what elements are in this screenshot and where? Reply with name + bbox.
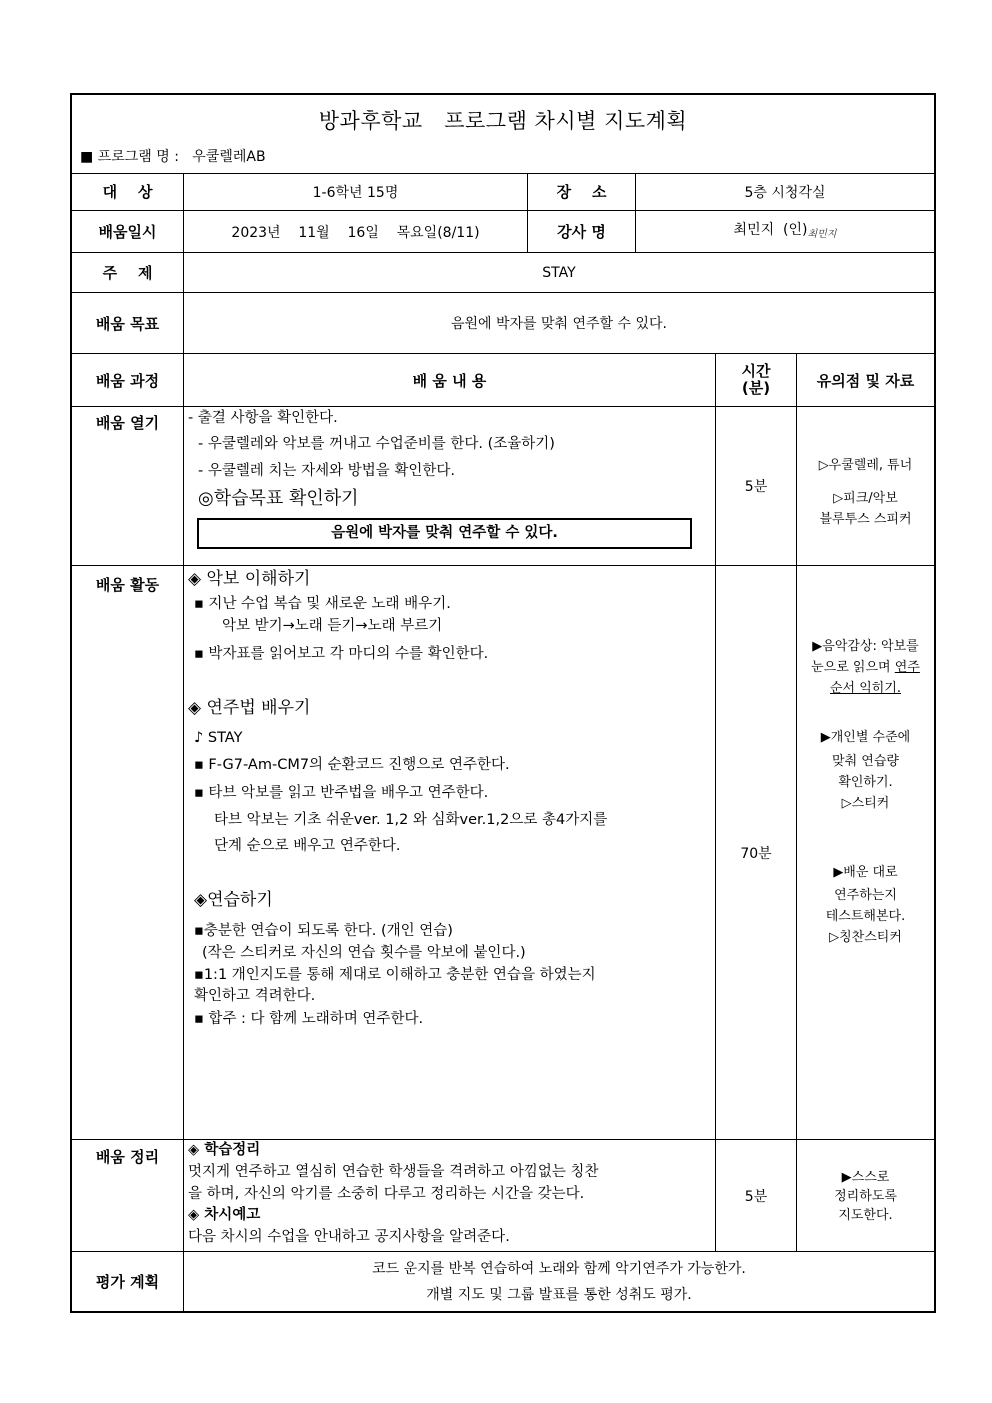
date-value: 2023년 11월 16일 목요일(8/11) [184,211,528,252]
row-topic [72,253,934,293]
activity-s2-line-5: 단계 순으로 배우고 연주한다. [214,838,401,854]
activity-s3-line-4: 확인하고 격려한다. [194,988,316,1004]
teacher-value: 최민지 (인) [733,222,808,238]
row-date [72,211,934,253]
activity-content [184,566,716,1139]
activity-s2-line-2: ▪ F-G7-Am-CM7의 순환코드 진행으로 연주한다. [194,757,510,773]
closing-text-1a: 멋지게 연주하고 열심히 연습한 학생들을 격려하고 아낌없는 칭찬 [188,1164,599,1180]
row-opening [72,407,934,566]
teacher-label: 강사 명 [528,211,636,252]
evaluation-label: 평가 계획 [72,1252,184,1311]
topic-label: 주 제 [72,253,184,292]
opening-time: 5분 [716,407,797,565]
date-label: 배움일시 [72,211,184,252]
activity-s1-line-1: ▪ 지난 수업 복습 및 새로운 노래 배우기. [194,596,451,612]
section-title-score: ◈ 악보 이해하기 [188,569,311,589]
activity-note3-line-1: ▶배운 대로 [833,865,898,880]
target-value: 1-6학년 15명 [184,173,528,210]
goal-check-title: ◎학습목표 확인하기 [198,488,359,509]
closing-note-1: ▶스스로 [841,1170,890,1185]
opening-note-1: ▷우쿨렐레, 튜너 [818,458,913,473]
activity-notes [797,566,934,1139]
place-label: 장 소 [528,173,636,210]
closing-title-summary: ◈ 학습정리 [188,1142,261,1158]
activity-s1-line-3: ▪ 박자표를 읽어보고 각 마디의 수를 확인한다. [194,646,489,662]
row-target [72,173,934,211]
activity-note1-line-1: ▶음악감상: 악보를 [812,639,919,654]
activity-note3-line-3: 테스트해본다. [825,909,906,924]
opening-note-3: 블루투스 스피커 [819,512,912,527]
activity-s3-line-2: (작은 스티커로 자신의 연습 횟수를 악보에 붙인다.) [202,945,526,961]
row-header [72,354,934,407]
header-notes: 유의점 및 자료 [816,371,915,390]
activity-s1-line-2: 악보 받기→노래 듣기→노래 부르기 [222,618,443,634]
opening-line-1: - 출결 사항을 확인한다. [188,410,338,426]
evaluation-content [184,1252,934,1311]
row-closing [72,1140,934,1252]
row-activity [72,566,934,1140]
activity-time: 70분 [716,566,797,1139]
activity-note1-line-4: 순서 익히기. [829,681,902,696]
closing-notes [797,1140,934,1251]
closing-text-2: 다음 차시의 수업을 안내하고 공지사항을 알려준다. [188,1229,510,1245]
target-label: 대 상 [72,173,184,210]
activity-s3-line-5: ▪ 합주 : 다 함께 노래하며 연주한다. [194,1011,424,1027]
activity-note3-line-4: ▷칭찬스티커 [829,930,902,945]
topic-value: STAY [542,264,576,281]
opening-notes [797,407,934,565]
opening-line-3: - 우쿨렐레 치는 자세와 방법을 확인한다. [198,463,455,479]
goal-box: 음원에 박자를 맞춰 연주할 수 있다. [197,518,692,549]
header-content: 배 움 내 용 [184,354,716,406]
activity-note2-line-4: ▷스티커 [841,796,890,811]
activity-s2-line-3: ▪ 타브 악보를 읽고 반주법을 배우고 연주한다. [194,785,489,801]
activity-note3-line-2: 연주하는지 [834,888,897,903]
opening-line-2: - 우쿨렐레와 악보를 꺼내고 수업준비를 한다. (조율하기) [198,436,555,452]
opening-content [184,407,716,565]
teacher-cell [636,211,934,252]
activity-s3-line-3: ▪1:1 개인지도를 통해 제대로 이해하고 충분한 연습을 하였는지 [194,967,596,983]
opening-note-2: ▷피크/악보 [833,491,898,506]
activity-note2-line-1: ▶개인별 수준에 [820,730,911,745]
evaluation-line-2: 개별 지도 및 그룹 발표를 통한 성취도 평가. [426,1287,692,1303]
row-goal [72,293,934,354]
activity-note1-line-3: 연주 [894,660,920,675]
row-evaluation [72,1252,934,1311]
title-area [72,95,934,174]
page-title: 방과후학교 프로그램 차시별 지도계획 [318,109,688,133]
header-process: 배움 과정 [72,354,184,406]
activity-note2-line-2: 맞춰 연습량 [832,754,899,769]
goal-value: 음원에 박자를 맞춰 연주할 수 있다. [450,316,668,332]
program-name: ■ 프로그램 명 : 우쿨렐레AB [80,149,266,165]
evaluation-line-1: 코드 운지를 반복 연습하여 노래와 함께 악기연주가 가능한가. [372,1261,746,1277]
activity-note2-line-3: 확인하기. [838,775,893,790]
activity-s2-line-4: 타브 악보는 기초 쉬운ver. 1,2 와 심화ver.1,2으로 총4가지를 [214,812,608,828]
activity-s3-line-1: ▪충분한 연습이 되도록 한다. (개인 연습) [194,923,453,939]
closing-label: 배움 정리 [72,1140,184,1251]
closing-note-3: 지도한다. [838,1208,893,1223]
closing-content [184,1140,716,1251]
teacher-signature: 최민지 [807,229,837,240]
opening-label: 배움 열기 [72,407,184,565]
closing-note-2: 정리하도록 [834,1189,897,1204]
section-title-technique: ◈ 연주법 배우기 [188,698,311,718]
section-title-practice: ◈연습하기 [194,890,273,910]
closing-title-preview: ◈ 차시예고 [188,1207,261,1223]
activity-s2-line-1: ♪ STAY [194,730,243,746]
closing-text-1b: 을 하며, 자신의 악기를 소중히 다루고 정리하는 시간을 갖는다. [188,1186,585,1202]
header-time: 시간 (분) [716,354,797,406]
activity-note1-line-2: 눈으로 읽으며 [811,660,895,675]
goal-label: 배움 목표 [72,293,184,353]
activity-label: 배움 활동 [72,566,184,1139]
closing-time: 5분 [716,1140,797,1251]
place-value: 5층 시청각실 [744,184,826,201]
lesson-plan-document [70,93,936,1313]
